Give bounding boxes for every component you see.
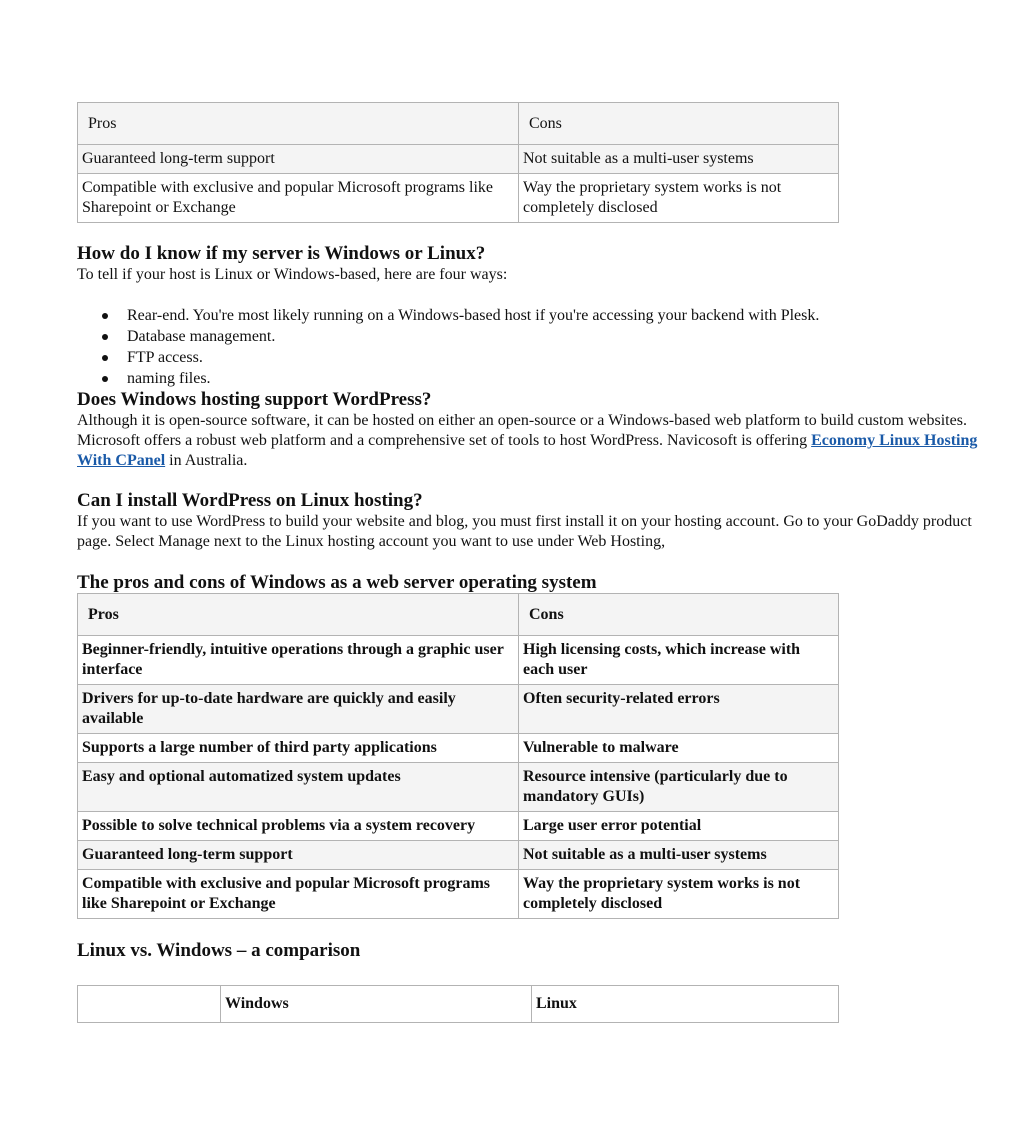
cons-cell: Resource intensive (particularly due to mandatory GUIs) [519, 763, 839, 812]
pros-header: Pros [78, 103, 519, 145]
pros-cell: Supports a large number of third party applications [78, 734, 519, 763]
list-item [77, 347, 819, 368]
section-heading: The pros and cons of Windows as a web server operating system [77, 572, 597, 593]
pros-cell: Easy and optional automatized system updates [78, 763, 519, 812]
pros-cell: Beginner-friendly, intuitive operations through a graphic user interface [78, 636, 519, 685]
list-item-text: naming files. [127, 370, 211, 387]
cons-cell: Not suitable as a multi-user systems [519, 145, 839, 174]
empty-header-cell [78, 986, 221, 1023]
list-item [77, 326, 819, 347]
pros-cell: Guaranteed long-term support [78, 841, 519, 870]
cons-cell: Large user error potential [519, 812, 839, 841]
section-heading: Linux vs. Windows – a comparison [77, 940, 361, 961]
cons-cell: Way the proprietary system works is not completely disclosed [519, 174, 839, 223]
table-row [78, 685, 839, 734]
windows-pros-cons-table [77, 593, 839, 919]
list-item [77, 368, 819, 389]
bullet-icon [102, 313, 108, 319]
pros-cell: Guaranteed long-term support [78, 145, 519, 174]
table-row [78, 734, 839, 763]
bullet-icon [102, 334, 108, 340]
paragraph-text: in Australia. [165, 452, 248, 469]
table-header-row [78, 103, 839, 145]
bullet-icon [102, 355, 108, 361]
bullet-icon [102, 376, 108, 382]
linux-vs-windows-table [77, 985, 839, 1023]
table-row [78, 174, 839, 223]
cons-cell: Way the proprietary system works is not completely disclosed [519, 870, 839, 919]
list-item-text: FTP access. [127, 349, 203, 366]
table-row [78, 763, 839, 812]
pros-cell: Drivers for up-to-date hardware are quickly and easily available [78, 685, 519, 734]
cons-cell: Vulnerable to malware [519, 734, 839, 763]
bullet-list [77, 305, 819, 389]
list-item-text: Rear-end. You're most likely running on a Windows-based host if you're accessing your backend with Plesk. [127, 307, 820, 324]
section-paragraph: If you want to use WordPress to build your website and blog, you must first install it on your hosting account. Go to your GoDaddy product page. Select Manage next to the Linux hosting account you want to use under Web Hosting, [77, 513, 972, 550]
table-header-row [78, 594, 839, 636]
table-row [78, 870, 839, 919]
pros-cell: Compatible with exclusive and popular Microsoft programs like Sharepoint or Exchange [78, 870, 519, 919]
windows-pros-cons-table-continued [77, 102, 839, 223]
pros-cell: Possible to solve technical problems via a system recovery [78, 812, 519, 841]
section-heading: How do I know if my server is Windows or Linux? [77, 243, 486, 264]
paragraph-text: Although it is open-source software, it can be hosted on either an open-source or a Windows-based web platform to build custom websites. Microsoft offers a robust web platform and a comprehensive set of tools to host WordPress. Navicosoft is offering [77, 412, 967, 449]
table-row [78, 636, 839, 685]
section-heading: Does Windows hosting support WordPress? [77, 389, 432, 410]
list-item-text: Database management. [127, 328, 276, 345]
table-header-row [78, 986, 839, 1023]
table-row [78, 812, 839, 841]
list-item [77, 305, 819, 326]
cons-cell: High licensing costs, which increase with each user [519, 636, 839, 685]
section-heading: Can I install WordPress on Linux hosting? [77, 490, 423, 511]
cons-cell: Not suitable as a multi-user systems [519, 841, 839, 870]
pros-header: Pros [78, 594, 519, 636]
pros-cell: Compatible with exclusive and popular Microsoft programs like Sharepoint or Exchange [78, 174, 519, 223]
windows-header: Windows [221, 986, 532, 1023]
linux-header: Linux [532, 986, 839, 1023]
section-intro: To tell if your host is Linux or Windows-based, here are four ways: [77, 266, 508, 283]
cons-header: Cons [519, 594, 839, 636]
cons-cell: Often security-related errors [519, 685, 839, 734]
section-paragraph [77, 411, 987, 471]
table-row [78, 145, 839, 174]
table-row [78, 841, 839, 870]
cons-header: Cons [519, 103, 839, 145]
economy-linux-hosting-link[interactable]: Economy Linux Hosting With CPanel [77, 432, 978, 469]
